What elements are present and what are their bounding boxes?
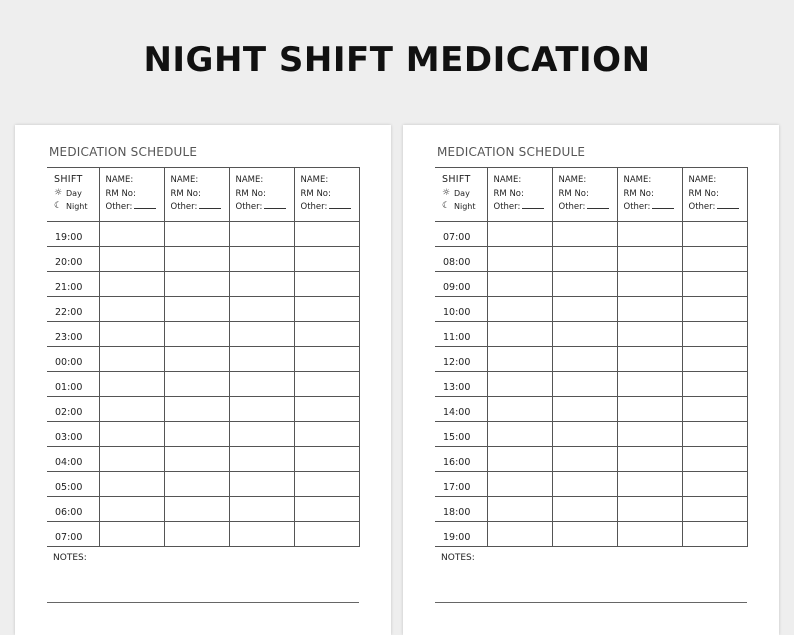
dose-entry-cell[interactable] (682, 422, 747, 447)
sun-icon: ☼ (442, 188, 451, 198)
time-row (47, 422, 359, 447)
dose-entry-cell[interactable] (682, 297, 747, 322)
time-label: 16:00 (435, 447, 487, 472)
patient-header-cell[interactable] (617, 168, 682, 222)
dose-entry-cell[interactable] (682, 372, 747, 397)
dose-entry-cell[interactable] (294, 247, 359, 272)
dose-entry-cell[interactable] (164, 472, 229, 497)
dose-entry-cell[interactable] (99, 422, 164, 447)
dose-entry-cell[interactable] (487, 397, 552, 422)
patient-other-label: Other: (688, 202, 716, 212)
schedule-title: MEDICATION SCHEDULE (437, 145, 586, 159)
time-label: 10:00 (435, 297, 487, 322)
time-label: 00:00 (47, 347, 99, 372)
dose-entry-cell[interactable] (617, 222, 682, 247)
schedule-page-day (403, 125, 779, 635)
other-blank-line (652, 202, 674, 209)
patient-other-label: Other: (105, 202, 133, 212)
patient-name-label: NAME: (688, 175, 717, 185)
dose-entry-cell[interactable] (229, 247, 294, 272)
dose-entry-cell[interactable] (229, 322, 294, 347)
dose-entry-cell[interactable] (682, 247, 747, 272)
time-row (435, 397, 747, 422)
dose-entry-cell[interactable] (552, 272, 617, 297)
dose-entry-cell[interactable] (99, 472, 164, 497)
dose-entry-cell[interactable] (99, 397, 164, 422)
patient-other-label: Other: (235, 202, 263, 212)
dose-entry-cell[interactable] (164, 347, 229, 372)
time-row (47, 322, 359, 347)
shift-night-label: Night (66, 201, 88, 211)
dose-entry-cell[interactable] (164, 322, 229, 347)
dose-entry-cell[interactable] (487, 447, 552, 472)
dose-entry-cell[interactable] (229, 272, 294, 297)
other-blank-line (522, 202, 544, 209)
dose-entry-cell[interactable] (552, 322, 617, 347)
time-row (47, 297, 359, 322)
dose-entry-cell[interactable] (552, 497, 617, 522)
dose-entry-cell[interactable] (487, 522, 552, 547)
notes-label: NOTES: (53, 553, 87, 563)
dose-entry-cell[interactable] (99, 447, 164, 472)
dose-entry-cell[interactable] (294, 372, 359, 397)
notes-line[interactable] (47, 602, 359, 603)
moon-icon: ☾ (54, 201, 63, 211)
time-label: 11:00 (435, 322, 487, 347)
dose-entry-cell[interactable] (682, 272, 747, 297)
dose-entry-cell[interactable] (617, 297, 682, 322)
time-label: 06:00 (47, 497, 99, 522)
dose-entry-cell[interactable] (164, 422, 229, 447)
time-row (435, 297, 747, 322)
time-row (47, 472, 359, 497)
dose-entry-cell[interactable] (552, 422, 617, 447)
dose-entry-cell[interactable] (164, 222, 229, 247)
patient-header-cell[interactable] (99, 168, 164, 222)
dose-entry-cell[interactable] (617, 497, 682, 522)
patient-other-label: Other: (493, 202, 521, 212)
dose-entry-cell[interactable] (99, 347, 164, 372)
time-label: 15:00 (435, 422, 487, 447)
dose-entry-cell[interactable] (164, 497, 229, 522)
dose-entry-cell[interactable] (99, 372, 164, 397)
time-label: 12:00 (435, 347, 487, 372)
patient-header-cell[interactable] (294, 168, 359, 222)
patient-header-cell[interactable] (229, 168, 294, 222)
dose-entry-cell[interactable] (682, 522, 747, 547)
time-row (47, 497, 359, 522)
time-row (435, 247, 747, 272)
dose-entry-cell[interactable] (682, 497, 747, 522)
dose-entry-cell[interactable] (294, 272, 359, 297)
dose-entry-cell[interactable] (99, 497, 164, 522)
dose-entry-cell[interactable] (617, 447, 682, 472)
dose-entry-cell[interactable] (164, 372, 229, 397)
dose-entry-cell[interactable] (552, 472, 617, 497)
dose-entry-cell[interactable] (617, 322, 682, 347)
patient-room-label: RM No: (235, 188, 266, 199)
time-label: 20:00 (47, 247, 99, 272)
time-label: 14:00 (435, 397, 487, 422)
shift-day-label: Day (454, 188, 470, 198)
notes-label: NOTES: (441, 553, 475, 563)
dose-entry-cell[interactable] (487, 272, 552, 297)
time-row (435, 372, 747, 397)
dose-entry-cell[interactable] (487, 247, 552, 272)
dose-entry-cell[interactable] (487, 222, 552, 247)
time-row (47, 222, 359, 247)
time-label: 08:00 (435, 247, 487, 272)
dose-entry-cell[interactable] (294, 472, 359, 497)
dose-entry-cell[interactable] (552, 297, 617, 322)
shift-day-label: Day (66, 188, 82, 198)
dose-entry-cell[interactable] (617, 247, 682, 272)
time-label: 23:00 (47, 322, 99, 347)
dose-entry-cell[interactable] (294, 397, 359, 422)
dose-entry-cell[interactable] (552, 397, 617, 422)
shift-night-label: Night (454, 201, 476, 211)
dose-entry-cell[interactable] (294, 347, 359, 372)
dose-entry-cell[interactable] (294, 497, 359, 522)
time-label: 13:00 (435, 372, 487, 397)
schedule-title: MEDICATION SCHEDULE (49, 145, 198, 159)
dose-entry-cell[interactable] (294, 422, 359, 447)
patient-room-label: RM No: (300, 188, 331, 199)
time-label: 07:00 (47, 522, 99, 547)
time-row (47, 397, 359, 422)
dose-entry-cell[interactable] (294, 297, 359, 322)
time-label: 19:00 (435, 522, 487, 547)
dose-entry-cell[interactable] (229, 422, 294, 447)
dose-entry-cell[interactable] (682, 447, 747, 472)
dose-entry-cell[interactable] (552, 372, 617, 397)
dose-entry-cell[interactable] (99, 522, 164, 547)
shift-option-night[interactable] (442, 201, 487, 211)
other-blank-line (134, 202, 156, 209)
time-row (435, 422, 747, 447)
time-label: 05:00 (47, 472, 99, 497)
schedule-page-night (15, 125, 391, 635)
dose-entry-cell[interactable] (617, 372, 682, 397)
shift-option-day[interactable] (54, 188, 99, 198)
dose-entry-cell[interactable] (229, 497, 294, 522)
time-row (435, 322, 747, 347)
other-blank-line (329, 202, 351, 209)
time-label: 09:00 (435, 272, 487, 297)
other-blank-line (199, 202, 221, 209)
time-row (47, 447, 359, 472)
patient-other-label: Other: (300, 202, 328, 212)
time-label: 01:00 (47, 372, 99, 397)
dose-entry-cell[interactable] (164, 522, 229, 547)
dose-entry-cell[interactable] (552, 447, 617, 472)
time-label: 03:00 (47, 422, 99, 447)
dose-entry-cell[interactable] (682, 322, 747, 347)
dose-entry-cell[interactable] (552, 347, 617, 372)
moon-icon: ☾ (442, 201, 451, 211)
sun-icon: ☼ (54, 188, 63, 198)
dose-entry-cell[interactable] (99, 247, 164, 272)
time-label: 07:00 (435, 222, 487, 247)
other-blank-line (264, 202, 286, 209)
dose-entry-cell[interactable] (229, 372, 294, 397)
dose-entry-cell[interactable] (99, 222, 164, 247)
other-blank-line (587, 202, 609, 209)
time-label: 19:00 (47, 222, 99, 247)
patient-name-label: NAME: (493, 175, 522, 185)
shift-cell (47, 168, 99, 222)
patient-name-label: NAME: (623, 175, 652, 185)
dose-entry-cell[interactable] (617, 397, 682, 422)
dose-entry-cell[interactable] (487, 322, 552, 347)
other-blank-line (717, 202, 739, 209)
patient-name-label: NAME: (170, 175, 199, 185)
time-label: 04:00 (47, 447, 99, 472)
patient-other-label: Other: (623, 202, 651, 212)
dose-entry-cell[interactable] (617, 272, 682, 297)
dose-entry-cell[interactable] (294, 447, 359, 472)
time-row (435, 347, 747, 372)
dose-entry-cell[interactable] (487, 372, 552, 397)
time-label: 17:00 (435, 472, 487, 497)
dose-entry-cell[interactable] (164, 247, 229, 272)
dose-entry-cell[interactable] (164, 447, 229, 472)
dose-entry-cell[interactable] (552, 222, 617, 247)
dose-entry-cell[interactable] (294, 322, 359, 347)
dose-entry-cell[interactable] (487, 347, 552, 372)
time-label: 18:00 (435, 497, 487, 522)
dose-entry-cell[interactable] (487, 472, 552, 497)
patient-name-label: NAME: (300, 175, 329, 185)
dose-entry-cell[interactable] (99, 297, 164, 322)
banner-title: NIGHT SHIFT MEDICATION (143, 40, 651, 80)
time-row (435, 222, 747, 247)
time-label: 21:00 (47, 272, 99, 297)
patient-name-label: NAME: (558, 175, 587, 185)
dose-entry-cell[interactable] (229, 447, 294, 472)
patient-header-cell[interactable] (682, 168, 747, 222)
patient-room-label: RM No: (558, 188, 589, 199)
notes-line[interactable] (435, 602, 747, 603)
dose-entry-cell[interactable] (617, 522, 682, 547)
dose-entry-cell[interactable] (164, 397, 229, 422)
time-row (47, 347, 359, 372)
dose-entry-cell[interactable] (229, 297, 294, 322)
patient-name-label: NAME: (235, 175, 264, 185)
dose-entry-cell[interactable] (99, 322, 164, 347)
dose-entry-cell[interactable] (617, 472, 682, 497)
dose-entry-cell[interactable] (682, 222, 747, 247)
dose-entry-cell[interactable] (682, 347, 747, 372)
patient-header-cell[interactable] (164, 168, 229, 222)
time-label: 22:00 (47, 297, 99, 322)
patient-room-label: RM No: (170, 188, 201, 199)
time-row (47, 272, 359, 297)
dose-entry-cell[interactable] (552, 522, 617, 547)
dose-entry-cell[interactable] (487, 422, 552, 447)
patient-room-label: RM No: (688, 188, 719, 199)
dose-entry-cell[interactable] (229, 472, 294, 497)
time-label: 02:00 (47, 397, 99, 422)
dose-entry-cell[interactable] (229, 522, 294, 547)
dose-entry-cell[interactable] (487, 497, 552, 522)
shift-label: SHIFT (54, 174, 83, 185)
dose-entry-cell[interactable] (294, 522, 359, 547)
patient-room-label: RM No: (493, 188, 524, 199)
time-row (435, 497, 747, 522)
time-row (435, 472, 747, 497)
dose-entry-cell[interactable] (294, 222, 359, 247)
time-row (47, 522, 359, 547)
time-row (435, 272, 747, 297)
time-row (47, 372, 359, 397)
dose-entry-cell[interactable] (229, 397, 294, 422)
dose-entry-cell[interactable] (552, 247, 617, 272)
patient-header-cell[interactable] (487, 168, 552, 222)
dose-entry-cell[interactable] (682, 397, 747, 422)
dose-entry-cell[interactable] (617, 347, 682, 372)
shift-cell (435, 168, 487, 222)
dose-entry-cell[interactable] (229, 222, 294, 247)
shift-option-night[interactable] (54, 201, 99, 211)
patient-room-label: RM No: (105, 188, 136, 199)
patient-room-label: RM No: (623, 188, 654, 199)
patient-name-label: NAME: (105, 175, 134, 185)
time-row (435, 447, 747, 472)
shift-label: SHIFT (442, 174, 471, 185)
dose-entry-cell[interactable] (617, 422, 682, 447)
dose-entry-cell[interactable] (99, 272, 164, 297)
patient-other-label: Other: (558, 202, 586, 212)
patient-header-cell[interactable] (552, 168, 617, 222)
medication-grid (435, 167, 748, 547)
patient-other-label: Other: (170, 202, 198, 212)
time-row (47, 247, 359, 272)
time-row (435, 522, 747, 547)
dose-entry-cell[interactable] (229, 347, 294, 372)
shift-option-day[interactable] (442, 188, 487, 198)
dose-entry-cell[interactable] (164, 297, 229, 322)
medication-grid (47, 167, 360, 547)
dose-entry-cell[interactable] (682, 472, 747, 497)
dose-entry-cell[interactable] (487, 297, 552, 322)
dose-entry-cell[interactable] (164, 272, 229, 297)
